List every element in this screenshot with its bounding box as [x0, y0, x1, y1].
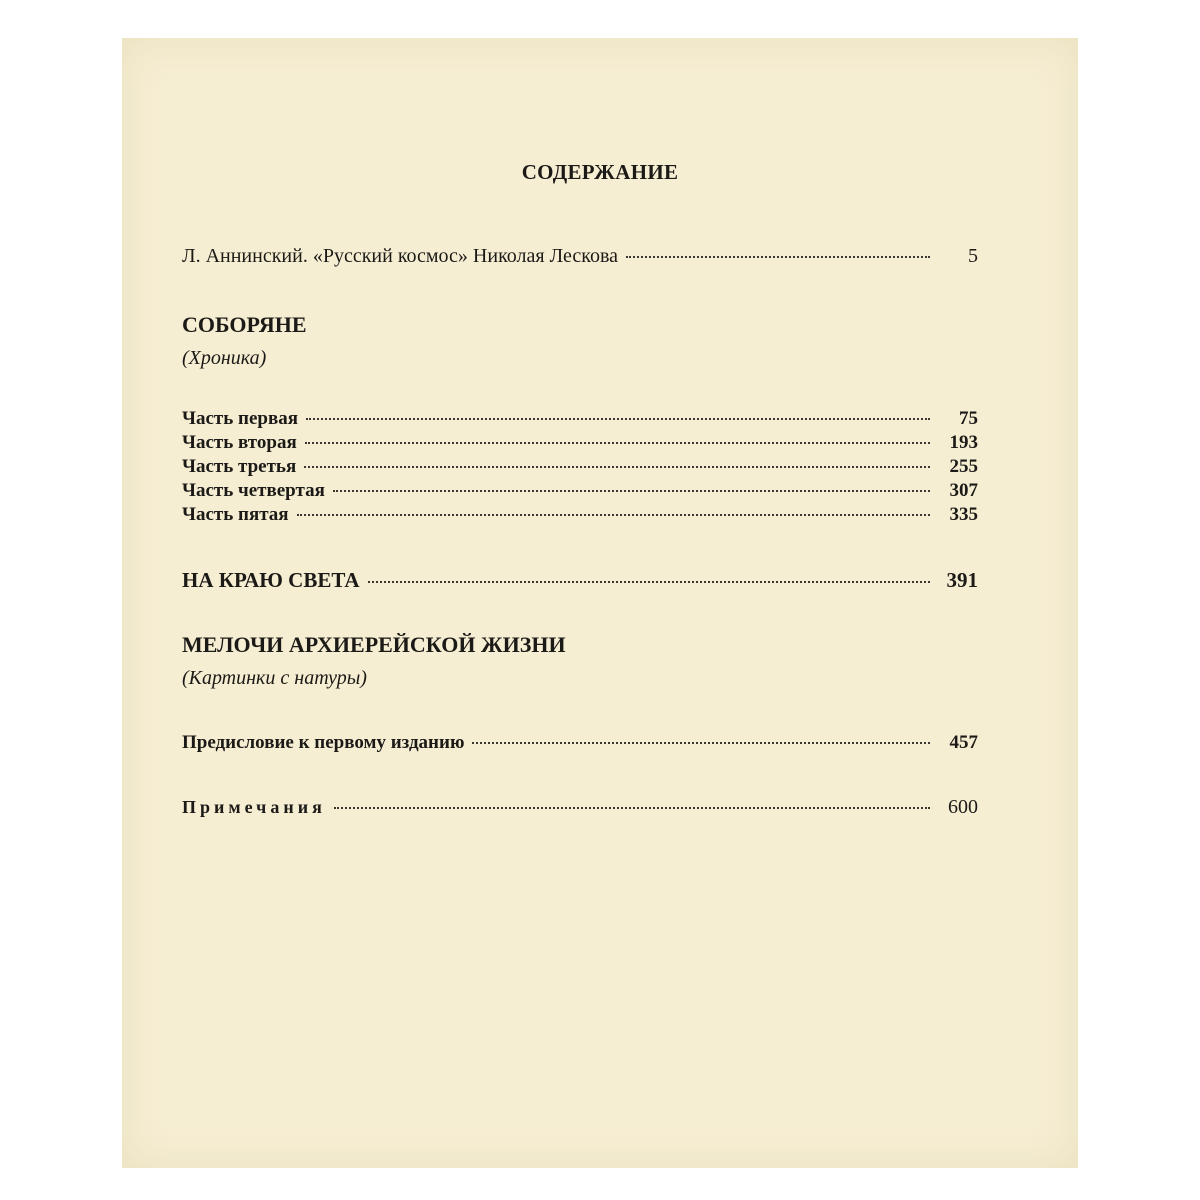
toc-entry-na-krayu-sveta[interactable] — [182, 568, 978, 592]
toc-page-number: 600 — [948, 796, 978, 818]
toc-page-number: 307 — [949, 480, 978, 501]
dot-leader — [368, 581, 931, 583]
section-subtitle-soboryane: (Хроника) — [182, 347, 267, 369]
dot-leader — [626, 256, 930, 258]
toc-page-number: 193 — [949, 432, 978, 453]
toc-entry-label: Часть третья — [182, 456, 297, 477]
toc-entry-label: Примечания — [182, 797, 326, 817]
dot-leader — [472, 742, 930, 744]
toc-entry-label: Л. Аннинский. «Русский космос» Николая Лескова — [182, 245, 619, 267]
section-subtitle-melochi: (Картинки с натуры) — [182, 667, 367, 689]
toc-page-number: 457 — [949, 732, 978, 753]
toc-page-number: 391 — [946, 568, 978, 592]
dot-leader — [297, 514, 930, 516]
toc-page-number: 255 — [949, 456, 978, 477]
toc-entry-notes[interactable] — [182, 795, 978, 819]
toc-entry-label: Часть четвертая — [182, 480, 325, 501]
section-title-melochi: МЕЛОЧИ АРХИЕРЕЙСКОЙ ЖИЗНИ — [182, 632, 566, 657]
toc-page-number: 75 — [959, 408, 978, 429]
toc-entry-part-2[interactable] — [182, 431, 978, 454]
toc-entry-label: Часть вторая — [182, 432, 297, 453]
toc-entry-label: Предисловие к первому изданию — [182, 732, 465, 753]
toc-page-number: 335 — [949, 504, 978, 525]
dot-leader — [305, 442, 930, 444]
dot-leader — [306, 418, 930, 420]
toc-entry-label: Часть первая — [182, 408, 298, 429]
toc-entry-part-5[interactable] — [182, 503, 978, 526]
section-title-soboryane: СОБОРЯНЕ — [182, 312, 307, 337]
dot-leader — [334, 807, 930, 809]
dot-leader — [333, 490, 930, 492]
toc-entry-intro[interactable] — [182, 244, 978, 268]
toc-entry-preface[interactable] — [182, 731, 978, 755]
dot-leader — [304, 466, 930, 468]
book-page — [122, 38, 1078, 1168]
toc-entry-label: НА КРАЮ СВЕТА — [182, 568, 360, 592]
toc-entry-part-1[interactable] — [182, 407, 978, 430]
toc-page-number: 5 — [968, 245, 978, 267]
toc-entry-label: Часть пятая — [182, 504, 289, 525]
toc-entry-part-3[interactable] — [182, 455, 978, 478]
toc-entry-part-4[interactable] — [182, 479, 978, 502]
page-title: СОДЕРЖАНИЕ — [521, 160, 679, 184]
